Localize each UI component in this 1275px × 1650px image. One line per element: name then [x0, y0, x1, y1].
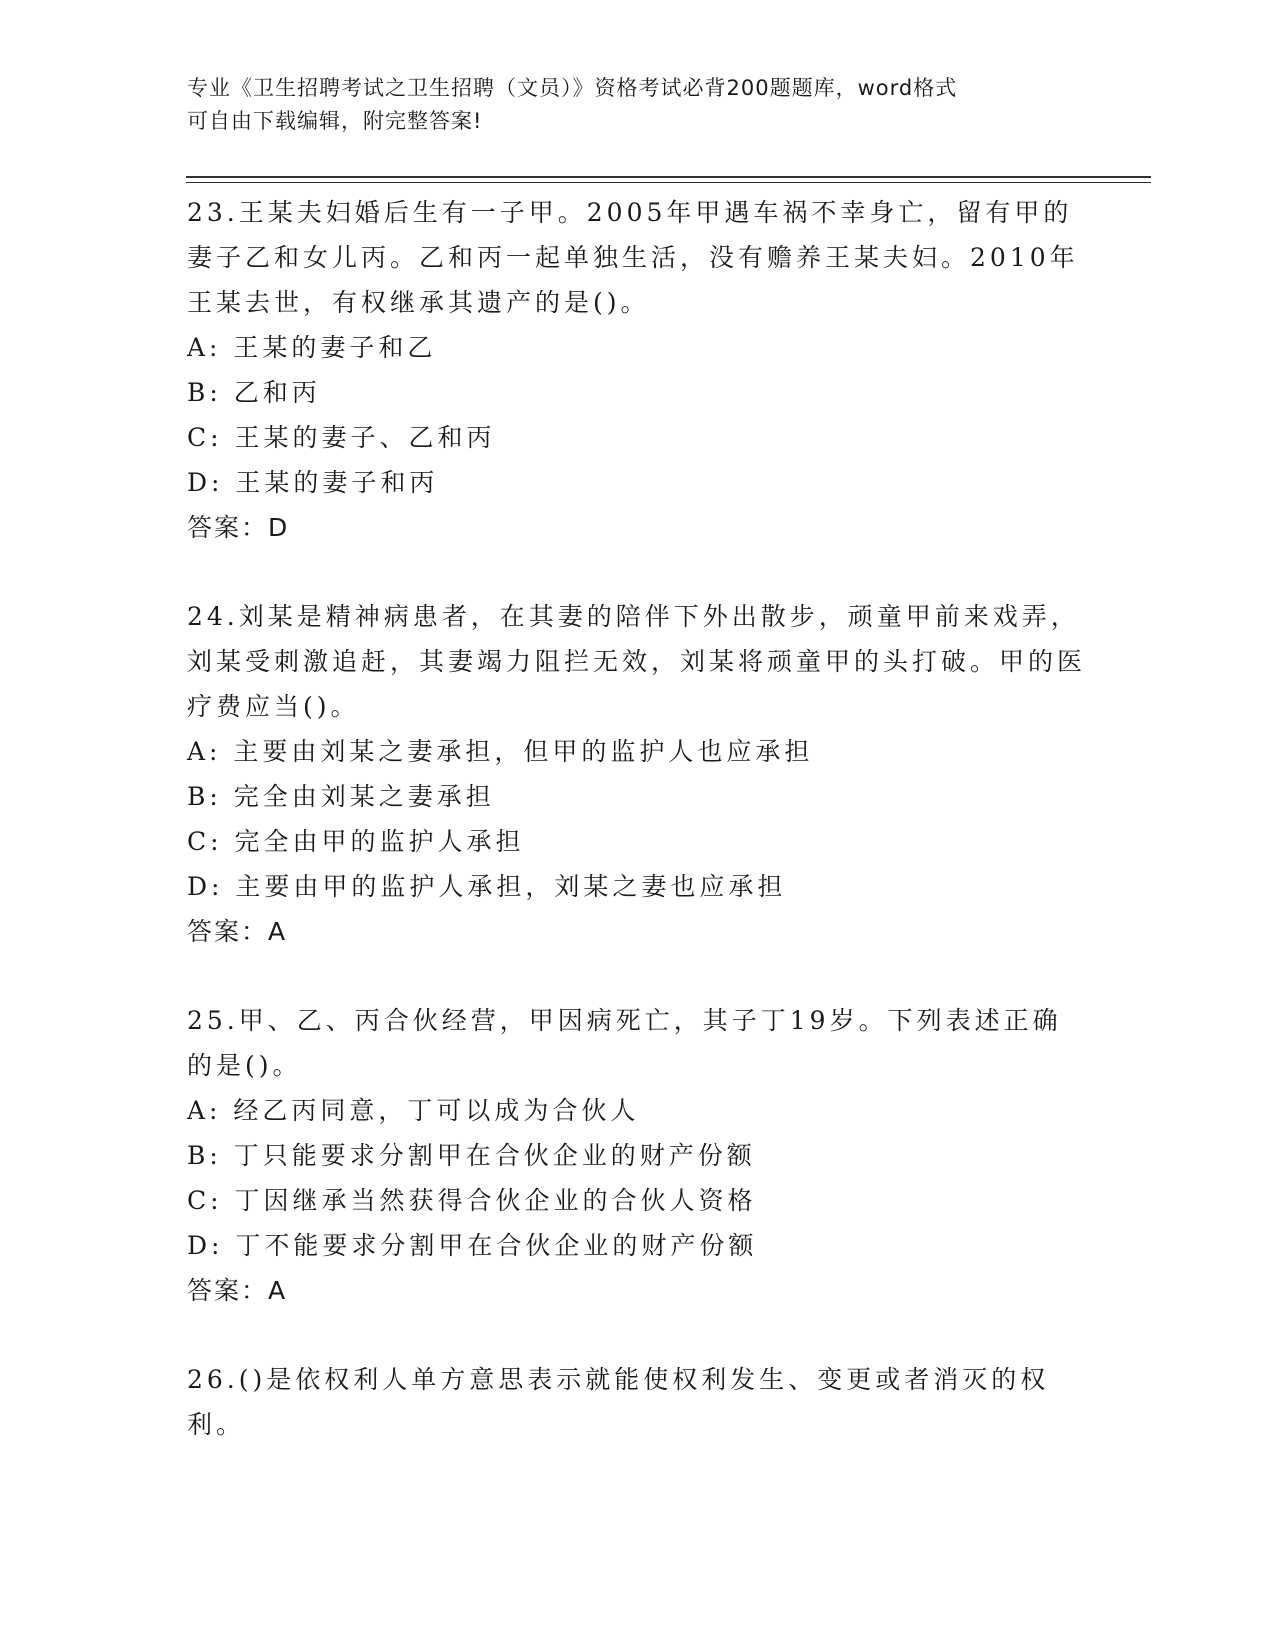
- option-d: D: 主要由甲的监护人承担，刘某之妻也应承担: [187, 872, 787, 901]
- option-c: C: 王某的妻子、乙和丙: [187, 423, 496, 452]
- option-a: A: 经乙丙同意，丁可以成为合伙人: [187, 1096, 640, 1125]
- option-b: B: 完全由刘某之妻承担: [187, 782, 495, 811]
- option-a: A: 主要由刘某之妻承担，但甲的监护人也应承担: [187, 737, 814, 766]
- question-24: [187, 594, 1087, 954]
- question-stem: 24.刘某是精神病患者，在其妻的陪伴下外出散步，顽童甲前来戏弄，刘某受刺激追赶，其妻竭力阻拦无效，刘某将顽童甲的头打破。甲的医疗费应当()。: [187, 602, 1087, 721]
- question-list: [187, 190, 1087, 1491]
- answer: 答案：D: [187, 513, 290, 542]
- option-d: D: 王某的妻子和丙: [187, 468, 439, 497]
- header-divider: [186, 176, 1151, 178]
- document-header: [187, 72, 1087, 138]
- option-c: C: 丁因继承当然获得合伙企业的合伙人资格: [187, 1186, 757, 1215]
- option-b: B: 丁只能要求分割甲在合伙企业的财产份额: [187, 1141, 756, 1170]
- question-stem: 23.王某夫妇婚后生有一子甲。2005年甲遇车祸不幸身亡，留有甲的妻子乙和女儿丙。乙和丙一起单独生活，没有赡养王某夫妇。2010年王某去世，有权继承其遗产的是()。: [187, 198, 1079, 317]
- answer: 答案：A: [187, 917, 288, 946]
- option-b: B: 乙和丙: [187, 378, 321, 407]
- question-stem: 25.甲、乙、丙合伙经营，甲因病死亡，其子丁19岁。下列表述正确的是()。: [187, 1006, 1062, 1080]
- question-26: [187, 1357, 1087, 1447]
- header-line-1: 专业《卫生招聘考试之卫生招聘（文员）》资格考试必背200题题库，word格式: [187, 76, 958, 100]
- header-divider-thin: [186, 182, 1151, 183]
- question-25: [187, 998, 1087, 1313]
- question-stem: 26.()是依权利人单方意思表示就能使权利发生、变更或者消灭的权利。: [187, 1365, 1050, 1439]
- header-line-2: 可自由下载编辑，附完整答案!: [187, 109, 483, 133]
- option-a: A: 王某的妻子和乙: [187, 333, 437, 362]
- option-c: C: 完全由甲的监护人承担: [187, 827, 525, 856]
- question-23: [187, 190, 1087, 550]
- answer: 答案：A: [187, 1276, 288, 1305]
- option-d: D: 丁不能要求分割甲在合伙企业的财产份额: [187, 1231, 758, 1260]
